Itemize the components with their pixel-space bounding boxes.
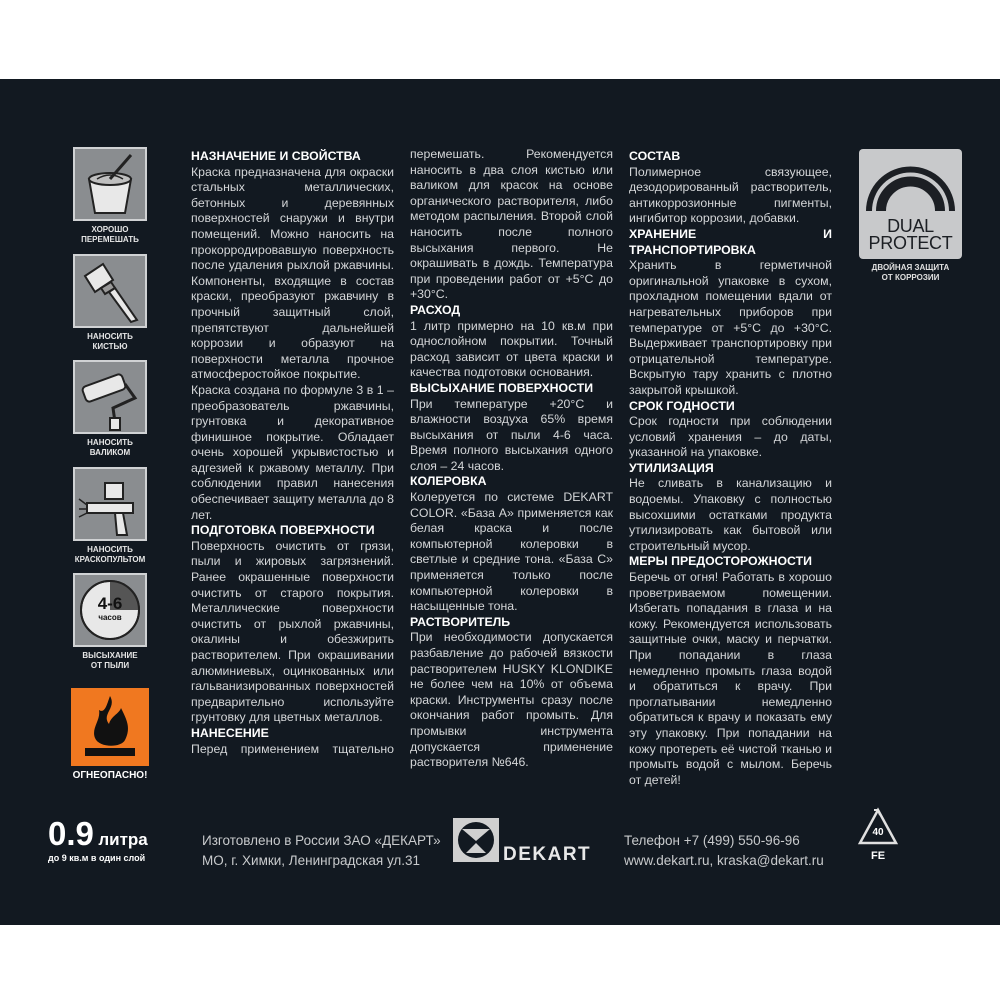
- section-title-safety: МЕРЫ ПРЕДОСТОРОЖНОСТИ: [629, 554, 812, 569]
- section-title-drying: ВЫСЫХАНИЕ ПОВЕРХНОСТИ: [410, 380, 594, 395]
- badge-caption-line1: ДВОЙНАЯ ЗАЩИТА: [871, 263, 950, 272]
- text-column-3: [629, 149, 832, 788]
- section-text-tinting: Колеруется по системе DEKART COLOR. «База А» применяется как белая краска и после компьютерной колеровки в светлые и средние тона. «База С» применяется только после компьютерной колеровки в насыщенные тона.: [410, 490, 613, 614]
- text-column-2: [410, 147, 613, 771]
- section-text-safety: Беречь от огня! Работать в хорошо проветриваемом помещении. Избегать попадания в глаза и на кожу. Рекомендуется использовать защитные очки, маску и перчатки. При попадании в глаза немедленно промыть глаза водой и обратиться к врачу. При проглатывании немедленно обратиться к врачу и показать ему эту упаковку. При попадании на кожу протереть её чистой тканью и промыть водой с мылом. Беречь от детей!: [629, 570, 832, 787]
- section-title-solvent: РАСТВОРИТЕЛЬ: [410, 614, 511, 629]
- section-text-solvent: При необходимости допускается разбавление до рабочей вязкости растворителем HUSKY KLONDIKE не более чем на 10% от объема краски. Инструменты сразу после окончания работ промыть. Для промывки инструмента допускается применение растворителя №646.: [410, 630, 613, 770]
- icon-caption-line1: ВЫСЫХАНИЕ: [82, 651, 138, 660]
- brand-name: DEKART: [503, 844, 592, 865]
- recycle-symbol: [856, 807, 900, 865]
- icon-caption-line1: НАНОСИТЬ: [87, 438, 133, 447]
- coverage-caption: до 9 кв.м в один слой: [48, 853, 146, 863]
- clock-icon: [73, 573, 147, 647]
- section-title-composition: СОСТАВ: [629, 149, 681, 163]
- section-text-apply-start: Перед применением тщательно: [191, 741, 394, 756]
- fire-caption: ОГНЕОПАСНО!: [72, 770, 148, 781]
- icon-caption-line1: ХОРОШО: [91, 225, 129, 234]
- icon-item-spray: [68, 467, 152, 565]
- maker-line1: Изготовлено в России ЗАО «ДЕКАРТ»: [202, 833, 441, 848]
- section-text-prep: Поверхность очистить от грязи, пыли и жировых загрязнений. Ранее окрашенные поверхности очистить от старого покрытия. Металлические поверхности очистить от рыхлой ржавчины, окалины и обезжирить растворителем. При окрашивании алюминиевых, оцинкованных или гальванизированных поверхностей предварительно используйте грунтовку для цветных металлов.: [191, 538, 394, 725]
- icon-item-clock: [68, 573, 152, 671]
- icon-caption-line1: НАНОСИТЬ: [87, 545, 133, 554]
- icon-caption-line2: КИСТЬЮ: [92, 342, 128, 351]
- section-title-usage: РАСХОД: [410, 302, 461, 317]
- dual-protect-arc-icon: [859, 149, 962, 219]
- spray-gun-icon: [73, 467, 147, 541]
- roller-icon: [73, 360, 147, 434]
- section-text-composition: Полимерное связующее, дезодорированный растворитель, антикоррозионные пигменты, ингибитор коррозии, добавки.: [629, 164, 832, 226]
- section-text-disposal: Не сливать в канализацию и водоемы. Упаковку с полностью высохшими остатками продукта утилизировать как бытовой или строительный мусор.: [629, 476, 832, 553]
- website-email: www.dekart.ru, kraska@dekart.ru: [624, 853, 824, 868]
- contact-info: [624, 831, 824, 871]
- dekart-logo-icon: [452, 817, 500, 863]
- badge-caption: [849, 263, 972, 283]
- brush-icon: [73, 254, 147, 328]
- section-text-purpose-1: Краска предназначена для окраски стальных металлических, бетонных и деревянных поверхностей снаружи и внутри помещений. Можно наносить на прокорродировавшую поверхность после удаления рыхлой ржавчины. Компоненты, входящие в состав краски, преобразуют ржавчину в прочный защитный слой, препятствуют дальнейшей коррозии и образуют на поверхности металла прочное атмосферостойкое покрытие.: [191, 164, 394, 382]
- clock-unit: часов: [98, 613, 122, 622]
- phone: Телефон +7 (499) 550-96-96: [624, 833, 800, 848]
- section-title-purpose: НАЗНАЧЕНИЕ И СВОЙСТВА: [191, 149, 361, 163]
- volume-unit: литра: [98, 830, 148, 849]
- volume-number: 0.9: [48, 815, 94, 852]
- icon-caption-line1: НАНОСИТЬ: [87, 332, 133, 341]
- icon-item-brush: [68, 254, 152, 352]
- badge-caption-line2: ОТ КОРРОЗИИ: [881, 273, 940, 282]
- section-title-disposal: УТИЛИЗАЦИЯ: [629, 460, 714, 475]
- section-text-drying: При температуре +20°С и влажности воздуха 65% время высыхания от пыли 4-6 часа. Время полного высыхания одного слоя – 24 часов.: [410, 396, 613, 473]
- icon-item-fire: [68, 688, 152, 781]
- icon-caption-line2: КРАСКОПУЛЬТОМ: [74, 555, 146, 564]
- dual-protect-badge: [859, 149, 962, 259]
- recycle-material: FE: [870, 850, 886, 862]
- section-title-shelf-life: СРОК ГОДНОСТИ: [629, 398, 735, 413]
- section-text-purpose-2: Краска создана по формуле 3 в 1 – преобразователь ржавчины, грунтовка и декоративное финишное покрытие. Обладает очень хорошей укрывистостью и адгезией к ржавому металлу. При соблюдении правил нанесения обеспечивает защиту металла до 8 лет.: [191, 382, 394, 522]
- volume: [48, 816, 148, 852]
- maker-line2: МО, г. Химки, Ленинградская ул.31: [202, 853, 421, 868]
- text-column-1: [191, 149, 394, 757]
- icon-caption-line2: ПЕРЕМЕШАТЬ: [81, 235, 139, 244]
- stir-bucket-icon: [73, 147, 147, 221]
- flammable-icon: [71, 688, 149, 766]
- section-title-tinting: КОЛЕРОВКА: [410, 474, 487, 489]
- section-text-apply-cont: перемешать. Рекомендуется наносить в два слоя кистью или валиком для красок на основе органического растворителя, либо методом распыления. Второй слой наносить после полного высыхания первого. Не окрашивать в дождь. Температура при проведении работ от +5°С до +30°С.: [410, 147, 613, 302]
- badge-line1: DUAL: [887, 216, 934, 236]
- badge-line2: PROTECT: [868, 233, 953, 253]
- icon-item-stir: [68, 147, 152, 245]
- section-text-shelf-life: Срок годности при соблюдении условий хранения – до даты, указанной на упаковке.: [629, 414, 832, 460]
- icon-caption-line2: ВАЛИКОМ: [89, 448, 131, 457]
- section-title-prep: ПОДГОТОВКА ПОВЕРХНОСТИ: [191, 523, 375, 538]
- clock-value: 4-6: [97, 594, 123, 613]
- icon-caption-line2: ОТ ПЫЛИ: [90, 661, 130, 670]
- section-text-usage: 1 литр примерно на 10 кв.м при однослойном покрытии. Точный расход зависит от цвета краски и качества подготовки основания.: [410, 318, 613, 380]
- section-title-storage: ХРАНЕНИЕ И ТРАНСПОРТИРОВКА: [629, 226, 832, 257]
- section-title-apply: НАНЕСЕНИЕ: [191, 725, 269, 740]
- manufacturer-info: [202, 831, 441, 871]
- icon-item-roller: [68, 360, 152, 458]
- section-text-storage: Хранить в герметичной оригинальной упаковке в сухом, прохладном помещении вдали от нагревательных приборов при температуре от +5°С до +30°С. Выдерживает транспортировку при отрицательной температуре. Вскрытую тару хранить с плотно закрытой крышкой.: [629, 258, 832, 397]
- recycle-code: 40: [872, 827, 884, 838]
